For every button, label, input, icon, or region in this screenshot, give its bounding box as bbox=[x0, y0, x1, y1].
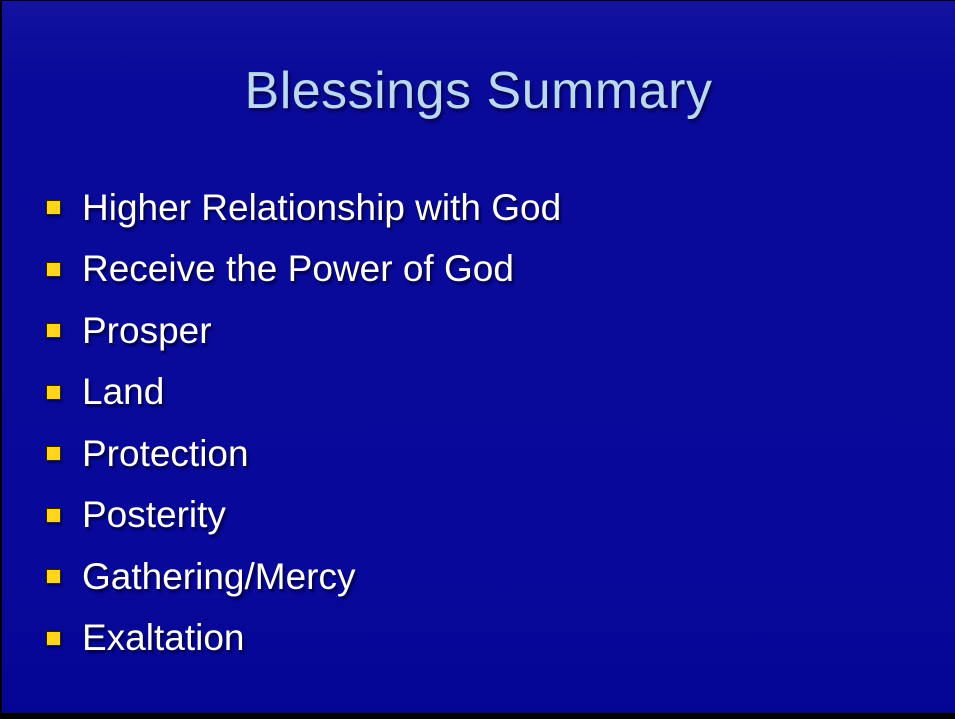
bullet-square-icon bbox=[46, 262, 61, 277]
list-item bbox=[2, 362, 955, 424]
slide bbox=[2, 1, 955, 713]
list-item-label: Receive the Power of God bbox=[82, 248, 514, 290]
bullet-square-icon bbox=[46, 508, 61, 523]
list-item bbox=[2, 300, 955, 362]
list-item bbox=[2, 608, 955, 670]
list-item-label: Gathering/Mercy bbox=[82, 555, 356, 597]
bullet-list bbox=[2, 177, 955, 669]
bullet-square-icon bbox=[46, 323, 61, 338]
list-item-label: Prosper bbox=[82, 309, 212, 351]
list-item-label: Land bbox=[82, 371, 165, 413]
list-item-label: Posterity bbox=[82, 494, 226, 536]
letterbox-bar bbox=[0, 713, 955, 719]
list-item bbox=[2, 239, 955, 301]
slide-title: Blessings Summary bbox=[244, 62, 713, 120]
list-item-label: Higher Relationship with God bbox=[82, 186, 562, 228]
list-item-label: Exaltation bbox=[82, 617, 245, 659]
bullet-square-icon bbox=[46, 385, 61, 400]
bullet-square-icon bbox=[46, 200, 61, 215]
bullet-square-icon bbox=[46, 631, 61, 646]
list-item bbox=[2, 177, 955, 239]
list-item bbox=[2, 485, 955, 547]
bullet-square-icon bbox=[46, 569, 61, 584]
bullet-square-icon bbox=[46, 446, 61, 461]
list-item-label: Protection bbox=[82, 432, 249, 474]
list-item bbox=[2, 423, 955, 485]
list-item bbox=[2, 546, 955, 608]
